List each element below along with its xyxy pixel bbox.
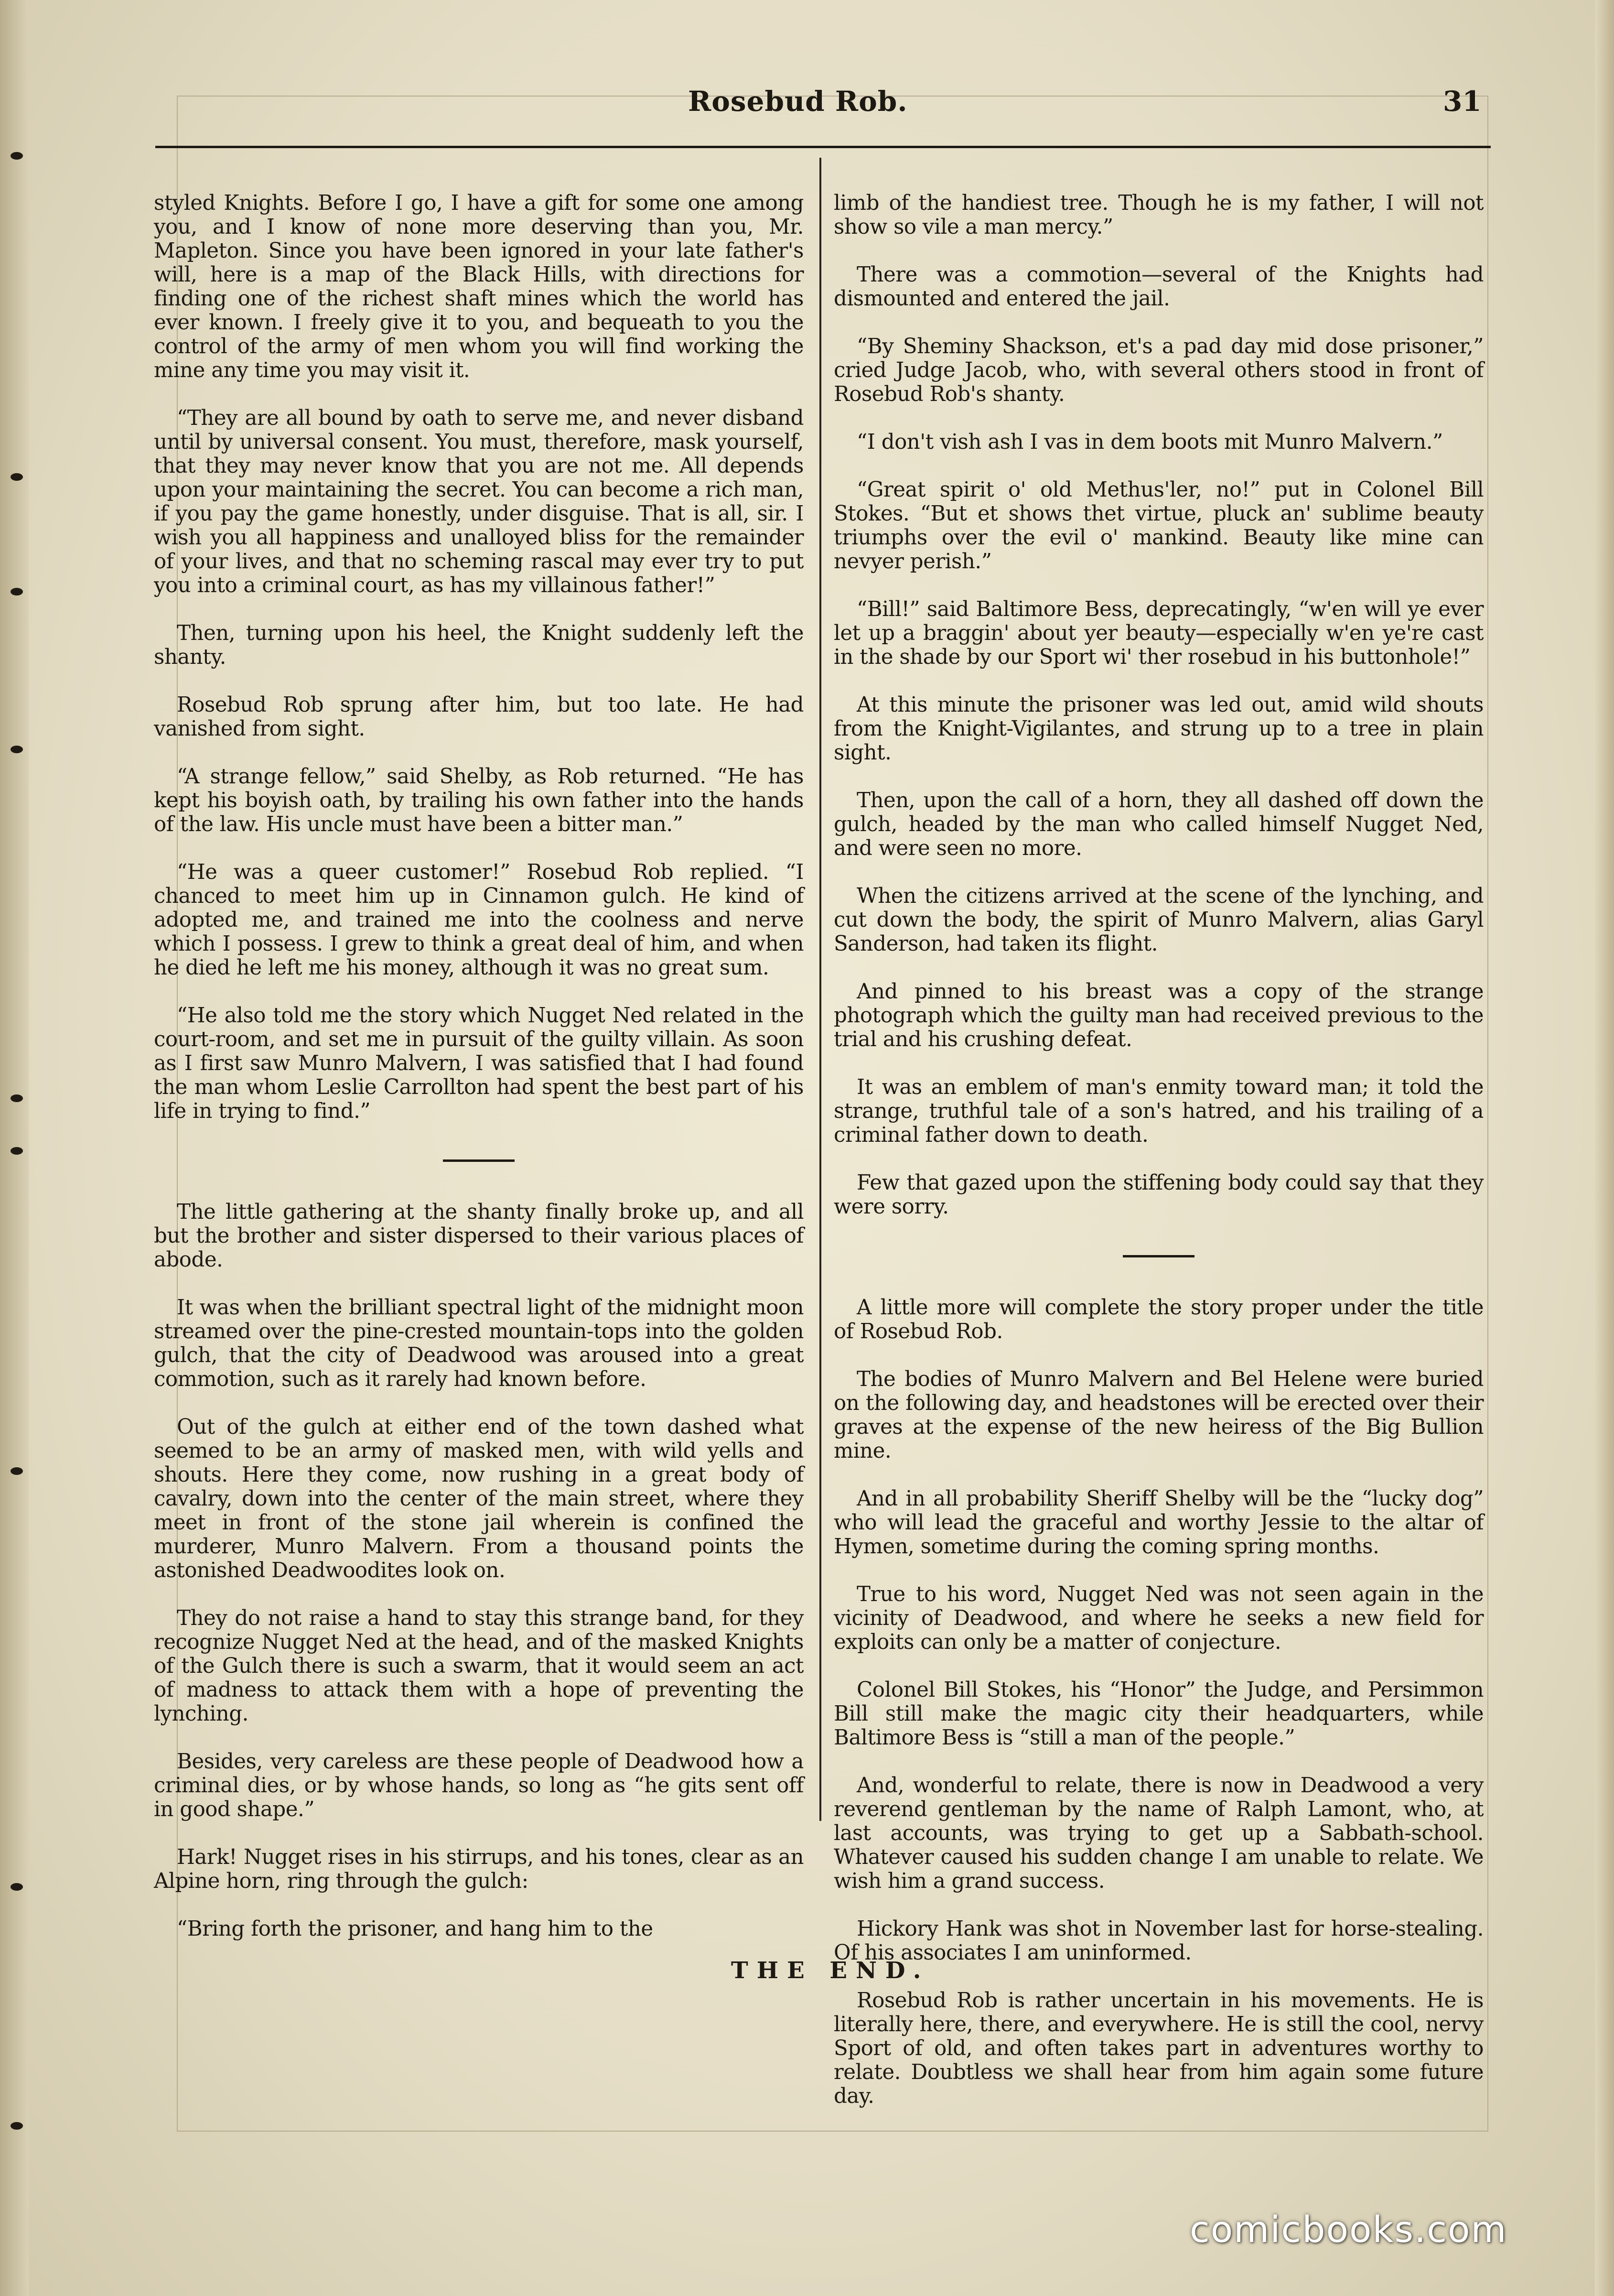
binding-hole <box>11 1883 23 1891</box>
paragraph: Colonel Bill Stokes, his “Honor” the Judge, and Persimmon Bill still make the magic city their headquarters, while Baltimore Bess is “still a man of the people.” <box>834 1678 1484 1750</box>
binding-hole <box>11 2122 23 2130</box>
paragraph: And pinned to his breast was a copy of the strange photograph which the guilty man had received previous to the trial and his crushing defeat. <box>834 980 1484 1051</box>
binding-hole <box>11 1147 23 1155</box>
paragraph: “Great spirit o' old Methus'ler, no!” put in Colonel Bill Stokes. “But et shows thet virtue, pluck an' sublime beauty triumphs over the evil o' mankind. Beauty like mine can nevyer perish.” <box>834 478 1484 574</box>
binding-hole <box>11 473 23 481</box>
paragraph: Besides, very careless are these people of Deadwood how a criminal dies, or by whose hands, so long as “he gits sent off in good shape.” <box>154 1750 804 1821</box>
paragraph: Then, upon the call of a horn, they all dashed off down the gulch, headed by the man who called himself Nugget Ned, and were seen no more. <box>834 789 1484 860</box>
paragraph: Then, turning upon his heel, the Knight suddenly left the shanty. <box>154 621 804 669</box>
paragraph: limb of the handiest tree. Though he is my father, I will not show so vile a man mercy.” <box>834 191 1484 239</box>
paragraph: At this minute the prisoner was led out, amid wild shouts from the Knight-Vigilantes, and strung up to a tree in plain sight. <box>834 693 1484 765</box>
paragraph: “Bring forth the prisoner, and hang him to the <box>177 1917 653 1941</box>
right-text-column <box>834 167 1484 2132</box>
paragraph: “He also told me the story which Nugget Ned related in the court-room, and set me in pursuit of the guilty villain. As soon as I first saw Munro Malvern, I was satisfied that I had found the man whom Leslie Carrollton had spent the best part of his life in trying to find.” <box>154 1004 804 1123</box>
paragraph: Rosebud Rob sprung after him, but too late. He had vanished from sight. <box>154 693 804 741</box>
watermark-logo: comicbooks.com <box>1190 2208 1507 2251</box>
paragraph: When the citizens arrived at the scene of the lynching, and cut down the body, the spirit of Munro Malvern, alias Garyl Sanderson, had taken its flight. <box>834 884 1484 956</box>
header-rule <box>155 146 1491 148</box>
paragraph: “He was a queer customer!” Rosebud Rob replied. “I chanced to meet him up in Cinnamon gulch. He kind of adopted me, and trained me into the coolness and nerve which I possess. I grew to think a great deal of him, and when he died he left me his money, although it was no great sum. <box>154 860 804 980</box>
binding-hole <box>11 152 23 160</box>
left-text-column <box>154 167 804 1965</box>
paragraph: And in all probability Sheriff Shelby will be the “lucky dog” who will lead the graceful and worthy Jessie to the altar of Hymen, sometime during the coming spring months. <box>834 1487 1484 1559</box>
paragraph: Out of the gulch at either end of the town dashed what seemed to be an army of masked men, with wild yells and shouts. Here they come, now rushing in a great body of cavalry, down into the center of the main street, where they meet in front of the stone jail wherein is confined the murderer, Munro Malvern. From a thousand points the astonished Deadwoodites look on. <box>154 1415 804 1582</box>
paragraph: There was a commotion—several of the Knights had dismounted and entered the jail. <box>834 263 1484 311</box>
paragraph: Hickory Hank was shot in November last for horse-stealing. Of his associates I am uninformed. <box>834 1917 1484 1965</box>
paragraph: They do not raise a hand to stay this strange band, for they recognize Nugget Ned at the head, and of the masked Knights of the Gulch there is such a swarm, that it would seem an act of madness to attack them with a hope of preventing the lynching. <box>154 1606 804 1726</box>
paragraph: A little more will complete the story proper under the title of Rosebud Rob. <box>834 1296 1484 1343</box>
paragraph: “They are all bound by oath to serve me, and never disband until by universal consent. You must, therefore, mask yourself, that they may never know that you are not me. All depends upon your maintaining the secret. You can become a rich man, if you pay the game honestly, under disguise. That is all, sir. I wish you all happiness and unalloyed bliss for the remainder of your lives, and that no scheming rascal may ever try to put you into a criminal court, as has my villainous father!” <box>154 406 804 597</box>
section-break-rule <box>1123 1255 1194 1257</box>
paragraph: Hark! Nugget rises in his stirrups, and his tones, clear as an Alpine horn, ring through the gulch: <box>154 1845 804 1893</box>
paragraph: The bodies of Munro Malvern and Bel Helene were buried on the following day, and headstones will be erected over their graves at the expense of the new heiress of the Big Bullion mine. <box>834 1367 1484 1463</box>
paragraph: Rosebud Rob is rather uncertain in his movements. He is literally here, there, and everywhere. He is still the cool, nervy Sport of old, and often takes part in adventures worthy to relate. Doubtless we shall hear from him again some future day. <box>834 1989 1484 2108</box>
paragraph: And, wonderful to relate, there is now in Deadwood a very reverend gentleman by the name of Ralph Lamont, who, at last accounts, was trying to get up a Sabbath-school. Whatever caused his sudden change I am unable to relate. We wish him a grand success. <box>834 1774 1484 1893</box>
paragraph: True to his word, Nugget Ned was not seen again in the vicinity of Deadwood, and where he seeks a new field for exploits can only be a matter of conjecture. <box>834 1582 1484 1654</box>
paragraph: “I don't vish ash I vas in dem boots mit Munro Malvern.” <box>857 430 1443 454</box>
paragraph: styled Knights. Before I go, I have a gift for some one among you, and I know of none more deserving than you, Mr. Mapleton. Since you have been ignored in your late father's will, here is a map of the Black Hills, with directions for finding one of the richest shaft mines which the world has ever known. I freely give it to you, and bequeath to you the control of the army of men whom you will find working the mine any time you may visit it. <box>154 191 804 382</box>
binding-hole <box>11 746 23 753</box>
paragraph: “A strange fellow,” said Shelby, as Rob returned. “He has kept his boyish oath, by trailing his own father into the hands of the law. His uncle must have been a bitter man.” <box>154 765 804 836</box>
paragraph: Few that gazed upon the stiffening body could say that they were sorry. <box>834 1171 1484 1219</box>
page-number: 31 <box>1443 85 1482 118</box>
paragraph: It was when the brilliant spectral light of the midnight moon streamed over the pine-crested mountain-tops into the golden gulch, that the city of Deadwood was aroused into a great commotion, such as it rarely had known before. <box>154 1296 804 1391</box>
running-head: Rosebud Rob. <box>688 85 908 118</box>
paragraph: “Bill!” said Baltimore Bess, deprecatingly, “w'en will ye ever let up a braggin' about yer beauty—especially w'en ye're cast in the shade by our Sport wi' ther rosebud in his buttonhole!” <box>834 597 1484 669</box>
paragraph: It was an emblem of man's enmity toward man; it told the strange, truthful tale of a son's hatred, and his trailing of a criminal father down to death. <box>834 1075 1484 1147</box>
right-page-edge <box>1595 0 1614 2296</box>
paragraph: “By Sheminy Shackson, et's a pad day mid dose prisoner,” cried Judge Jacob, who, with several others stood in front of Rosebud Rob's shanty. <box>834 335 1484 406</box>
column-divider <box>819 158 821 1821</box>
binding-hole <box>11 1094 23 1102</box>
binding-hole <box>11 1467 23 1475</box>
section-break-rule <box>443 1159 515 1162</box>
the-end-label: THE END. <box>731 1957 930 1984</box>
binding-hole <box>11 588 23 596</box>
paragraph: The little gathering at the shanty finally broke up, and all but the brother and sister dispersed to their various places of abode. <box>154 1200 804 1272</box>
